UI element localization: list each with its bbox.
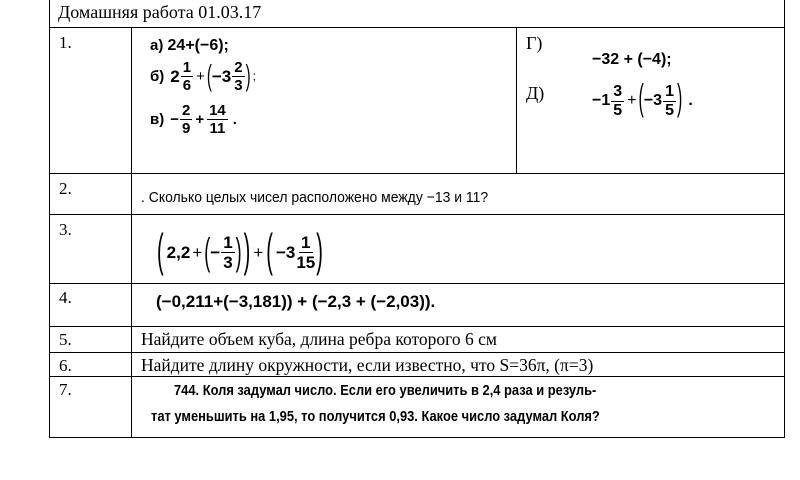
plus-sign: + bbox=[627, 92, 637, 109]
task-number: 2. bbox=[59, 179, 72, 198]
item-label: Д) bbox=[526, 83, 545, 103]
task-1a bbox=[150, 38, 229, 54]
item-label: б) bbox=[150, 67, 165, 85]
task-3-expression bbox=[157, 224, 323, 280]
semicolon: ; bbox=[252, 69, 256, 83]
fraction bbox=[611, 84, 624, 119]
task-2-text: . Сколько целых чисел расположено между −13 и 11? bbox=[141, 189, 489, 206]
paren: ) bbox=[243, 226, 251, 278]
task-4-expression: (−0,211+(−3,181)) + (−2,3 + (−2,03)). bbox=[156, 292, 436, 311]
task-number: 7. bbox=[59, 380, 72, 399]
task-1d bbox=[592, 80, 693, 122]
paren: ( bbox=[206, 59, 212, 93]
task-7-line-2: тат уменьшить на 1,95, то получится 0,93. Какое число задумал Коля? bbox=[151, 408, 600, 425]
numerator: 1 bbox=[223, 232, 233, 252]
column-divider bbox=[131, 27, 132, 437]
row-divider bbox=[50, 376, 784, 377]
minus-sign: − bbox=[170, 110, 179, 128]
denominator: 5 bbox=[665, 101, 674, 119]
row-divider bbox=[50, 326, 784, 327]
denominator: 15 bbox=[296, 252, 316, 272]
task-number: 4. bbox=[59, 288, 72, 307]
task-7-line-1: 744. Коля задумал число. Если его увеличить в 2,4 раза и резуль- bbox=[174, 382, 597, 399]
page-title: Домашняя работа 01.03.17 bbox=[58, 2, 262, 22]
task-number: 5. bbox=[59, 330, 72, 349]
task-number: 6. bbox=[59, 356, 72, 375]
whole-part: 2 bbox=[170, 66, 180, 86]
whole-part: −3 bbox=[275, 242, 296, 262]
fraction bbox=[296, 234, 315, 271]
task-1v bbox=[150, 99, 237, 139]
plus-sign: + bbox=[195, 110, 205, 128]
item-label: Г) bbox=[526, 33, 543, 53]
denominator: 3 bbox=[234, 76, 243, 94]
row-divider bbox=[50, 214, 784, 215]
paren: ) bbox=[676, 80, 683, 120]
whole-part: −3 bbox=[211, 66, 232, 86]
plus-sign: + bbox=[253, 242, 264, 262]
task-5-text: Найдите объем куба, длина ребра которого 6 см bbox=[141, 329, 497, 349]
whole-part: −3 bbox=[643, 92, 663, 109]
numerator: 2 bbox=[181, 101, 191, 119]
row-divider bbox=[50, 352, 784, 353]
plus-sign: + bbox=[196, 67, 205, 85]
period: . bbox=[232, 110, 237, 128]
numerator: 3 bbox=[613, 82, 623, 100]
decimal-number: 2,2 bbox=[166, 242, 191, 262]
fraction bbox=[180, 103, 192, 136]
row-divider bbox=[50, 283, 784, 284]
fraction bbox=[181, 60, 193, 93]
task-1g-expression: −32 + (−4); bbox=[592, 51, 672, 68]
column-divider bbox=[516, 27, 517, 173]
whole-part: −1 bbox=[592, 92, 611, 109]
period: . bbox=[688, 92, 693, 109]
task-6-text: Найдите длину окружности, если известно, что S=36π, (π=3) bbox=[141, 355, 594, 375]
paren: ( bbox=[266, 226, 273, 278]
expression: 24+(−6); bbox=[167, 37, 229, 54]
paren: ) bbox=[245, 59, 251, 93]
denominator: 11 bbox=[209, 119, 226, 137]
numerator: 2 bbox=[234, 58, 243, 76]
fraction bbox=[232, 60, 244, 93]
task-1b bbox=[150, 56, 256, 96]
paren: ( bbox=[638, 80, 644, 120]
numerator: 14 bbox=[209, 101, 226, 119]
paren: ) bbox=[235, 231, 242, 273]
denominator: 9 bbox=[181, 119, 191, 137]
numerator: 1 bbox=[301, 232, 311, 252]
denominator: 6 bbox=[182, 76, 192, 94]
fraction bbox=[663, 84, 676, 119]
denominator: 3 bbox=[223, 252, 233, 272]
numerator: 1 bbox=[665, 82, 674, 100]
task-number: 1. bbox=[59, 33, 72, 52]
task-number: 3. bbox=[59, 220, 72, 239]
fraction bbox=[207, 103, 228, 136]
paren: ( bbox=[157, 226, 164, 278]
item-label: в) bbox=[150, 110, 165, 128]
fraction bbox=[221, 234, 234, 271]
numerator: 1 bbox=[182, 58, 192, 76]
paren: ) bbox=[316, 226, 323, 278]
row-divider bbox=[50, 27, 784, 28]
minus-sign: − bbox=[210, 242, 221, 262]
plus-sign: + bbox=[192, 242, 203, 262]
denominator: 5 bbox=[613, 101, 623, 119]
row-divider bbox=[50, 173, 784, 174]
item-label: а) bbox=[150, 37, 164, 54]
paren: ( bbox=[204, 231, 211, 273]
